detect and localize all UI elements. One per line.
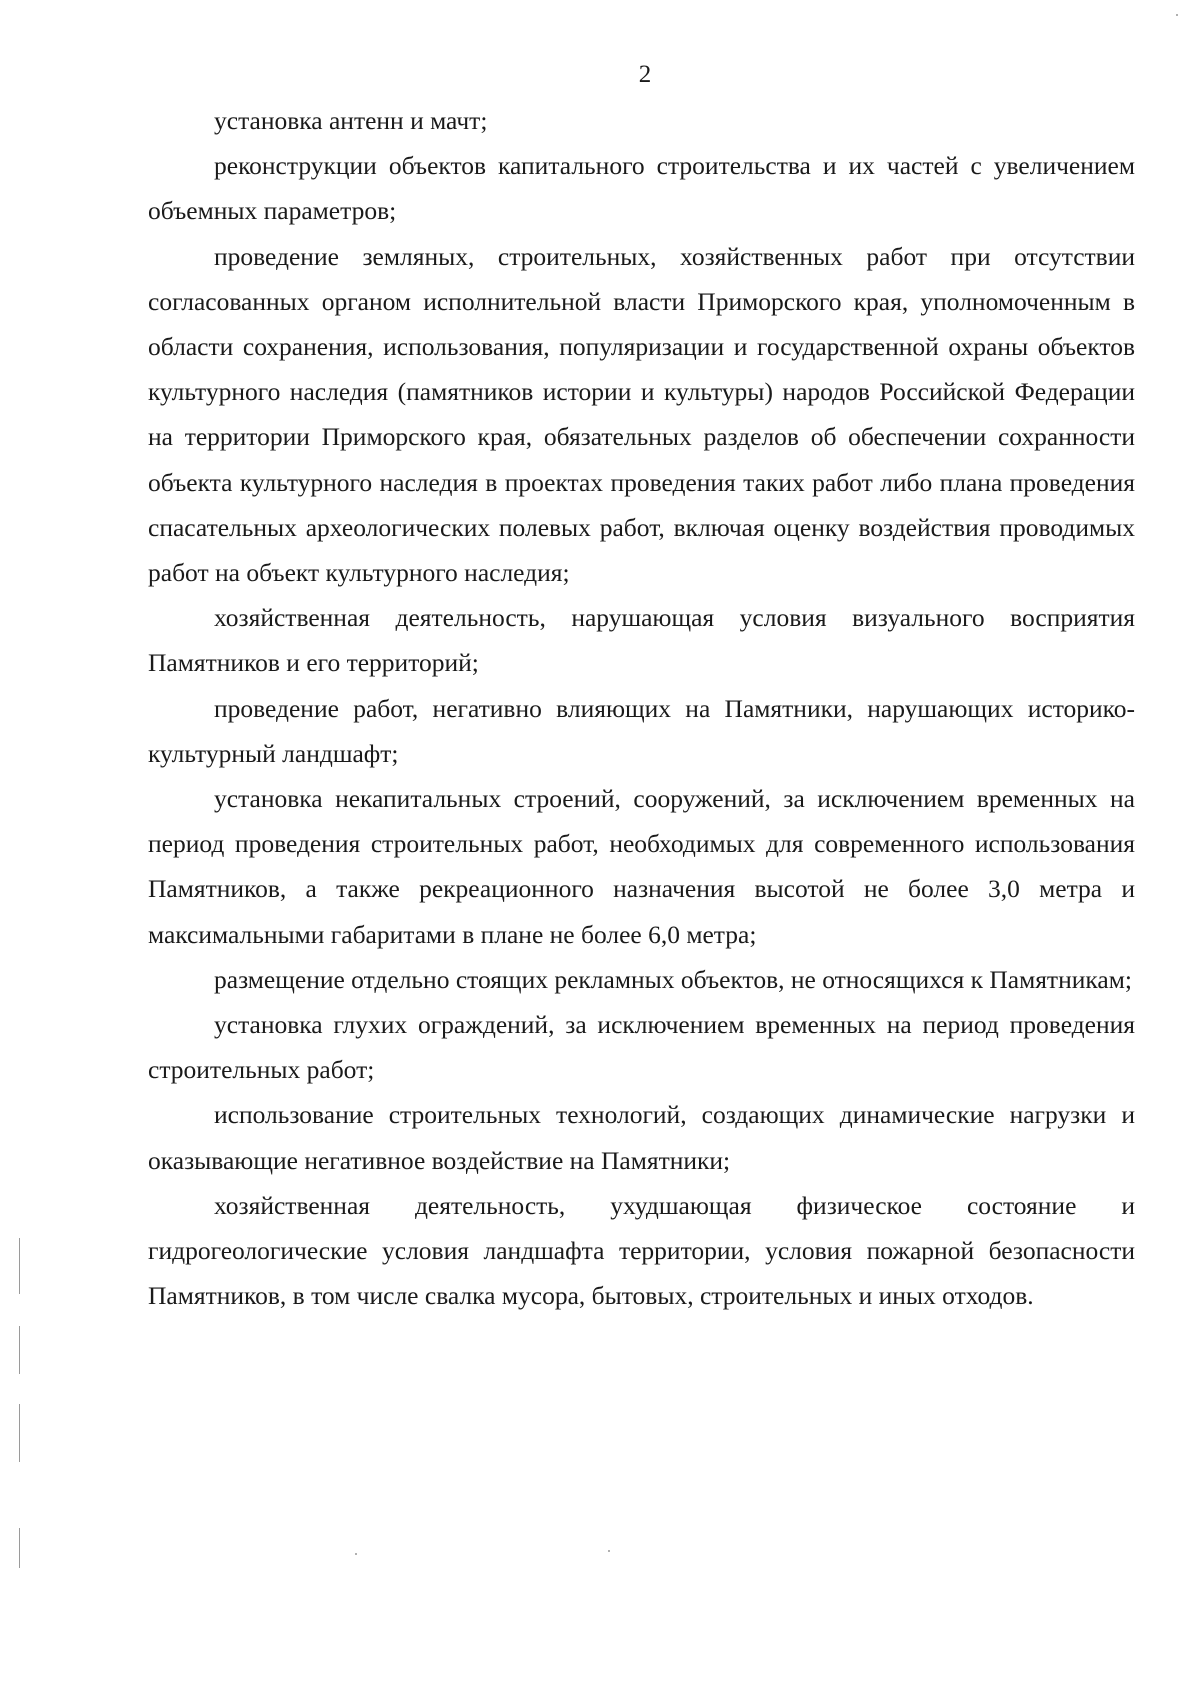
paragraph-antennas: установка антенн и мачт; — [214, 106, 488, 135]
scan-artifact-dot — [608, 1550, 610, 1552]
paragraph-advertising: размещение отдельно стоящих рекламных объектов, не относящихся к Памятникам; — [214, 964, 1132, 994]
scan-artifact-dot — [355, 1553, 357, 1555]
page-number: 2 — [638, 61, 652, 88]
scan-artifact-line — [19, 1326, 20, 1374]
scan-artifact-dot — [1176, 14, 1178, 16]
paragraph-temporary-structures: установка некапитальных строений, сооружений, за исключением временных на период проведения строительных работ, необходимых для современного использования Памятников, а также рекреационного назначения высотой не более 3,0 метра и максимальными габаритами в плане не более 6,0 метра; — [148, 784, 1135, 949]
paragraph-negative-works: проведение работ, негативно влияющих на Памятники, нарушающих историко-культурный ландшафт; — [148, 693, 1135, 768]
paragraph-fences: установка глухих ограждений, за исключением временных на период проведения строительных работ; — [148, 1010, 1135, 1085]
scan-artifact-line — [19, 1528, 20, 1568]
paragraph-reconstruction: реконструкции объектов капитального строительства и их частей с увеличением объемных параметров; — [148, 151, 1135, 226]
document-body — [148, 98, 1135, 1318]
scan-artifact-line — [19, 1238, 20, 1294]
paragraph-economic-activity: хозяйственная деятельность, ухудшающая физическое состояние и гидрогеологические условия ландшафта территории, условия пожарной безопасности Памятников, в том числе свалка мусора, бытовых, строительных и иных отходов. — [148, 1190, 1135, 1311]
paragraph-construction-technologies: использование строительных технологий, создающих динамические нагрузки и оказывающие негативное воздействие на Памятники; — [148, 1100, 1135, 1175]
paragraph-earthworks: проведение земляных, строительных, хозяйственных работ при отсутствии согласованных органом исполнительной власти Приморского края, уполномоченным в области сохранения, использования, популяризации и государственной охраны объектов культурного наследия (памятников истории и культуры) народов Российской Федерации на территории Приморского края, обязательных разделов об обеспечении сохранности объекта культурного наследия в проектах проведения таких работ либо плана проведения спасательных археологических полевых работ, включая оценку воздействия проводимых работ на объект культурного наследия; — [148, 241, 1135, 588]
paragraph-visual-perception: хозяйственная деятельность, нарушающая условия визуального восприятия Памятников и его территорий; — [148, 603, 1135, 678]
scan-artifact-line — [19, 1404, 20, 1462]
